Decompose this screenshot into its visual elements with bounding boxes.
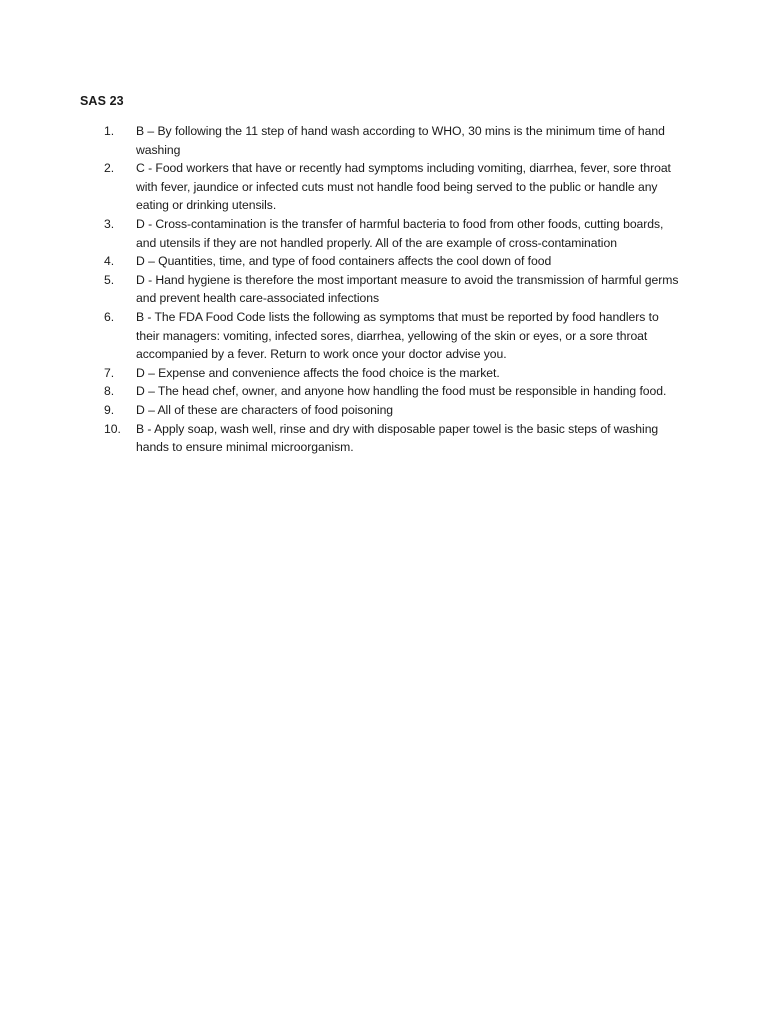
item-number: 2. bbox=[104, 161, 115, 176]
list-item bbox=[104, 252, 684, 271]
list-item bbox=[104, 308, 684, 364]
item-text: C - Food workers that have or recently had symptoms including vomiting, diarrhea, fever, sore throat with fever, jaundice or infected cuts must not handle food being served to the public or handle any eating or drinking utensils. bbox=[136, 161, 671, 213]
item-text: D – Expense and convenience affects the food choice is the market. bbox=[136, 365, 500, 380]
item-text: D – The head chef, owner, and anyone how handling the food must be responsible in handing food. bbox=[136, 384, 667, 399]
item-number: 9. bbox=[104, 402, 115, 417]
item-text: B – By following the 11 step of hand wash according to WHO, 30 mins is the minimum time of hand washing bbox=[136, 124, 665, 157]
list-item bbox=[104, 159, 684, 215]
list-item bbox=[104, 271, 684, 308]
list-item bbox=[104, 382, 684, 401]
list-item bbox=[104, 401, 684, 420]
item-text: B - Apply soap, wash well, rinse and dry with disposable paper towel is the basic steps of washing hands to ensure minimal microorganism. bbox=[136, 421, 659, 455]
item-number: 5. bbox=[104, 272, 115, 287]
list-item bbox=[104, 364, 684, 383]
item-number: 7. bbox=[104, 365, 115, 380]
item-text: B - The FDA Food Code lists the following as symptoms that must be reported by food handlers to their managers: vomiting, infected sores, diarrhea, yellowing of the skin or eyes, or a sore throat accompanied by a fever. Return to work once your doctor advise you. bbox=[136, 309, 659, 362]
item-number: 4. bbox=[104, 254, 115, 269]
item-number: 10. bbox=[104, 421, 121, 436]
item-number: 6. bbox=[104, 309, 115, 324]
item-number: 8. bbox=[104, 384, 115, 399]
item-text: D – All of these are characters of food poisoning bbox=[136, 402, 394, 417]
item-number: 1. bbox=[104, 124, 115, 138]
item-text: D – Quantities, time, and type of food containers affects the cool down of food bbox=[136, 254, 552, 269]
item-text: D - Hand hygiene is therefore the most important measure to avoid the transmission of harmful germs and prevent health care-associated infections bbox=[136, 272, 679, 306]
answer-list bbox=[104, 122, 684, 457]
list-item bbox=[104, 122, 684, 159]
item-number: 3. bbox=[104, 216, 115, 231]
list-item bbox=[104, 215, 684, 252]
list-item bbox=[104, 420, 684, 457]
item-text: D - Cross-contamination is the transfer of harmful bacteria to food from other foods, cutting boards, and utensils if they are not handled properly. All of the are example of cross-contamination bbox=[136, 216, 664, 250]
document-title: SAS 23 bbox=[80, 94, 124, 108]
